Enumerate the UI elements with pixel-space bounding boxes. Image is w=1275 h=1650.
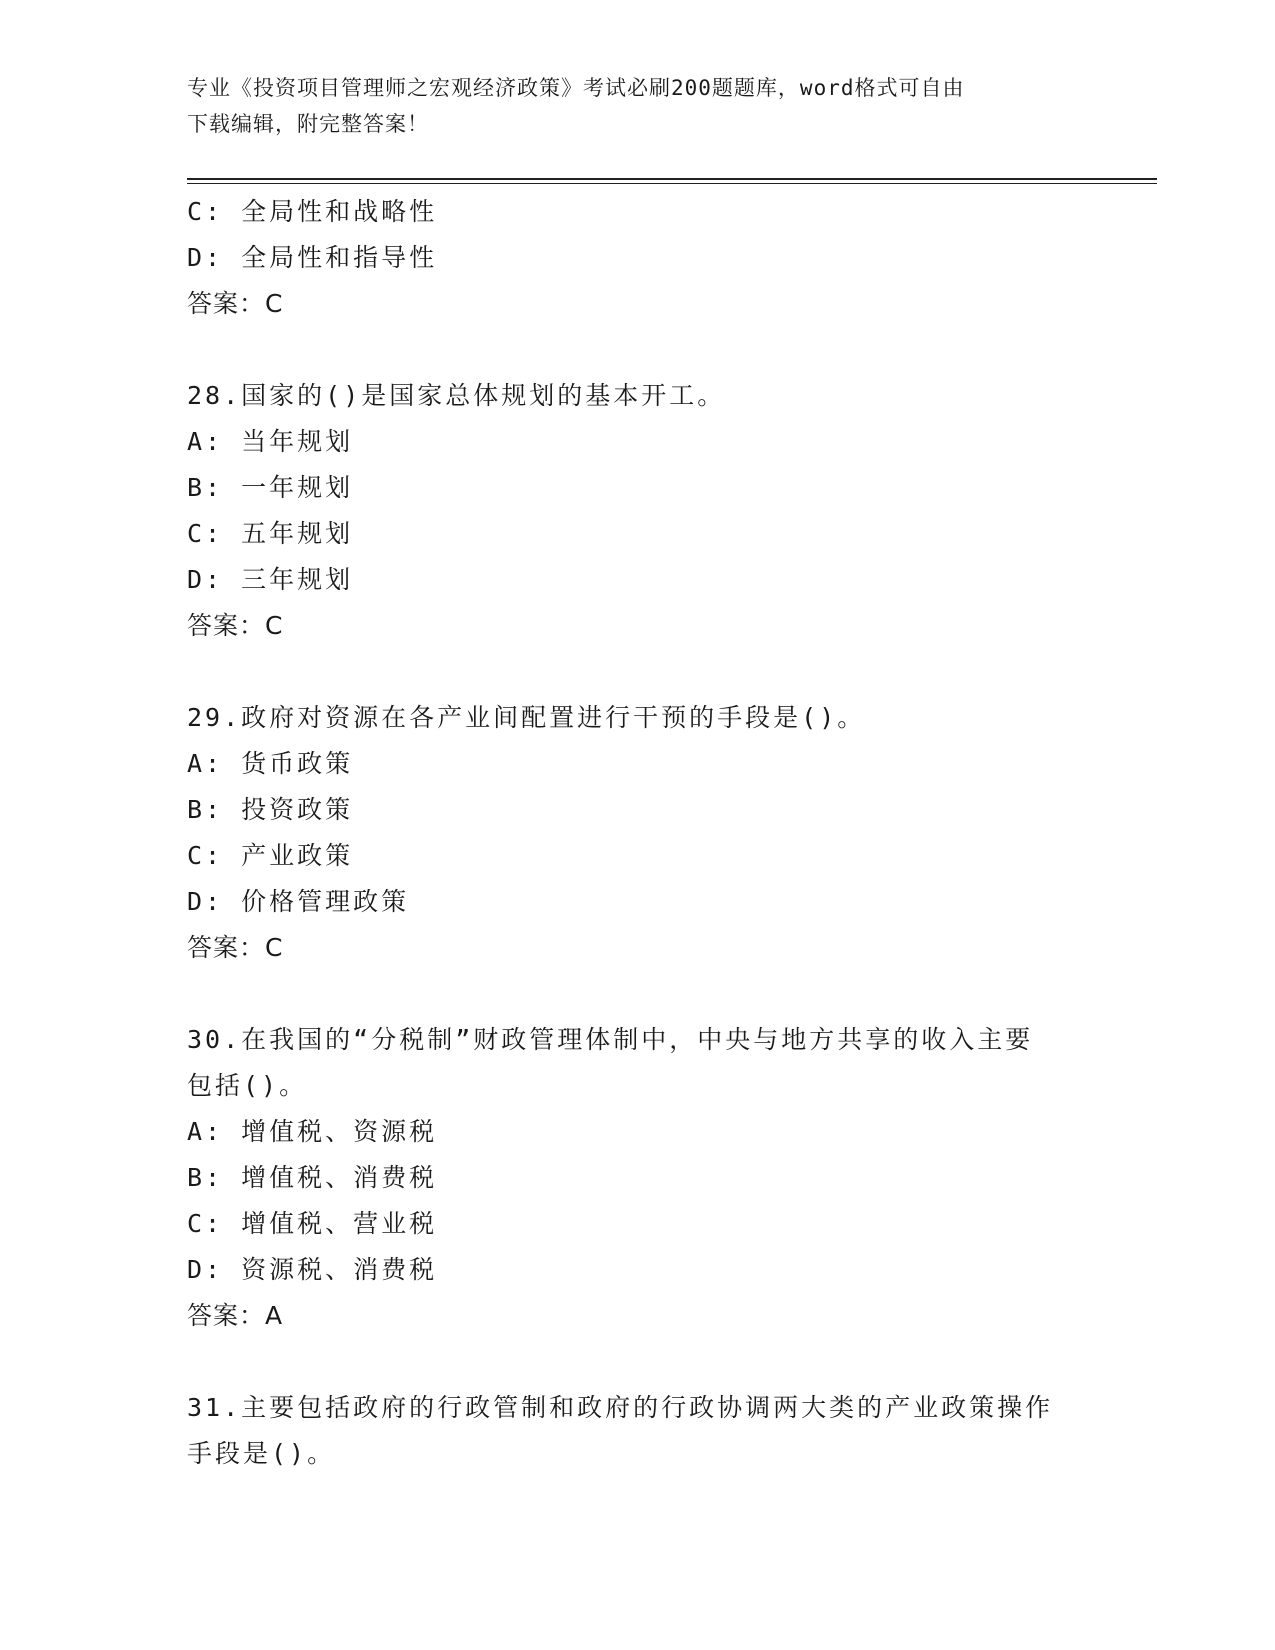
answer-line: 答案：C	[187, 289, 284, 318]
option-c: C: 增值税、营业税	[187, 1209, 438, 1238]
option-d: D: 价格管理政策	[187, 887, 410, 916]
question-list	[187, 189, 1087, 1477]
question-stem-line-2: 手段是()。	[187, 1439, 336, 1468]
answer-line: 答案：C	[187, 933, 284, 962]
option-a: A: 当年规划	[187, 427, 354, 456]
header-divider	[187, 178, 1157, 184]
option-c: C: 产业政策	[187, 841, 354, 870]
answer-line: 答案：C	[187, 611, 284, 640]
option-c: C: 五年规划	[187, 519, 354, 548]
option-b: B: 投资政策	[187, 795, 354, 824]
option-d: D: 资源税、消费税	[187, 1255, 438, 1284]
header-line-2: 下载编辑，附完整答案！	[187, 112, 429, 136]
question-stem-line-2: 包括()。	[187, 1071, 308, 1100]
answer-line: 答案：A	[187, 1301, 284, 1330]
question-stem: 29.政府对资源在各产业间配置进行干预的手段是()。	[187, 703, 866, 732]
option-b: B: 增值税、消费税	[187, 1163, 438, 1192]
option-a: A: 增值税、资源税	[187, 1117, 438, 1146]
option-b: B: 一年规划	[187, 473, 354, 502]
option-a: A: 货币政策	[187, 749, 354, 778]
question-stem-line-1: 31.主要包括政府的行政管制和政府的行政协调两大类的产业政策操作	[187, 1393, 1054, 1422]
question-stem: 28.国家的()是国家总体规划的基本开工。	[187, 381, 726, 410]
option-c: C: 全局性和战略性	[187, 197, 438, 226]
header-line-1: 专业《投资项目管理师之宏观经济政策》考试必刷200题题库，word格式可自由	[187, 76, 965, 100]
question-stem-line-1: 30.在我国的“分税制”财政管理体制中，中央与地方共享的收入主要	[187, 1025, 1034, 1054]
option-d: D: 三年规划	[187, 565, 354, 594]
option-d: D: 全局性和指导性	[187, 243, 438, 272]
document-header	[187, 70, 1087, 142]
document-page	[187, 0, 1157, 1650]
